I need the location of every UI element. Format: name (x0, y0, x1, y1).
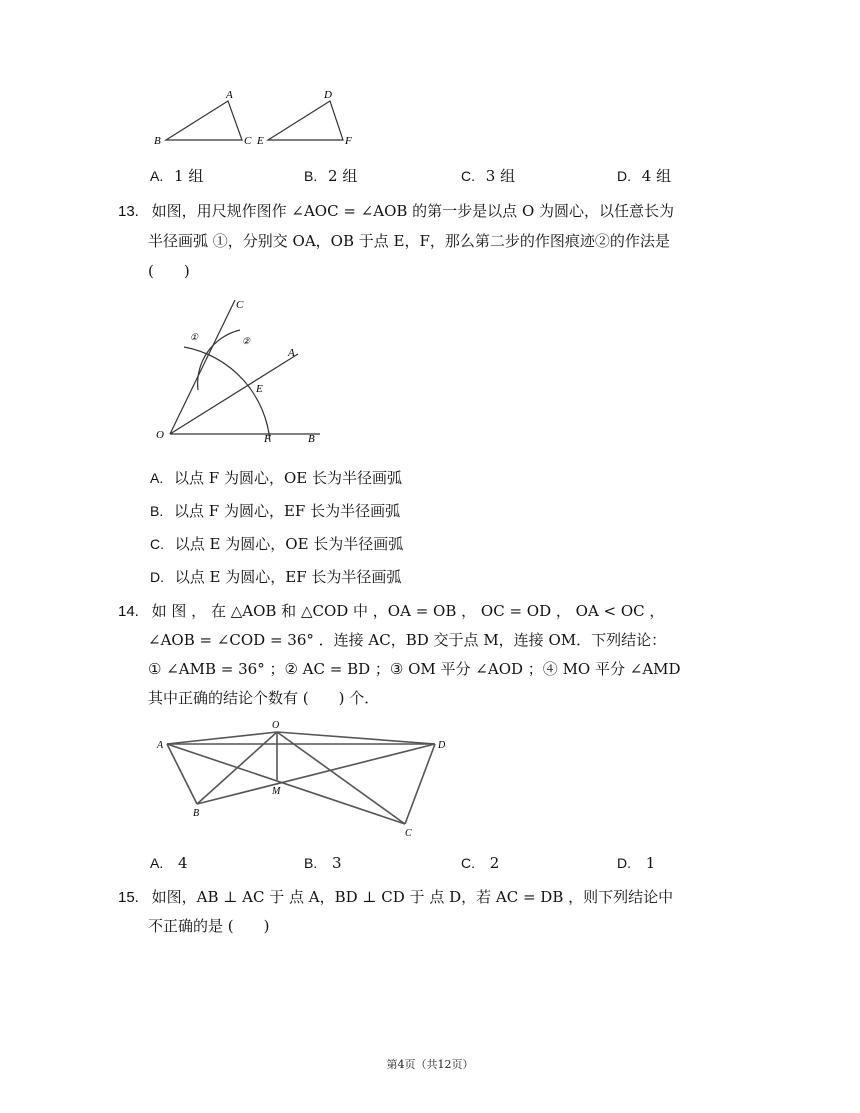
q14-option-d[interactable]: D. 1 (617, 854, 656, 872)
q14-line3: ① ∠AMB = 36° ；② AC = BD ；③ OM 平分 ∠AOD ；④ MO 平分 ∠AMD (148, 660, 681, 678)
q12-figure (148, 88, 368, 152)
q14-option-c[interactable]: C. 2 (461, 854, 500, 872)
q12-option-a[interactable]: A. 1 组 (150, 167, 204, 185)
q13-label-F: F (264, 433, 271, 445)
q13-option-a[interactable]: A. 以点 F 为圆心，OE 长为半径画弧 (150, 469, 402, 487)
fig12-label-C: C (244, 135, 252, 147)
q13-figure (150, 292, 330, 452)
q13-line1: 13. 如图，用尺规作图作 ∠AOC = ∠AOB 的第一步是以点 O 为圆心，以任意长为 (118, 202, 675, 220)
q14-label-M: M (272, 786, 281, 797)
q13-line2: 半径画弧 ①，分别交 OA，OB 于点 E，F，那么第二步的作图痕迹②的作法是 (148, 232, 670, 250)
q13-label-1: ① (190, 332, 199, 342)
q15-number: 15. (118, 889, 139, 906)
q14-label-D: D (438, 740, 446, 751)
q15-line1: 15. 如图，AB ⊥ AC 于 点 A，BD ⊥ CD 于 点 D，若 AC = DB ，则下列结论中 (118, 888, 674, 906)
q14-figure (155, 718, 455, 840)
q14-option-b[interactable]: B. 3 (304, 854, 342, 872)
q12-option-b[interactable]: B. 2 组 (304, 167, 358, 185)
q13-label-B: B (308, 433, 315, 445)
q13-number: 13. (118, 203, 139, 220)
q15-line2: 不正确的是 ( ) (148, 917, 270, 935)
page-footer: 第4页（共12页） (386, 1058, 474, 1071)
q14-number: 14. (118, 603, 139, 620)
q14-line4: 其中正确的结论个数有 ( ) 个． (148, 689, 380, 707)
q14-option-a[interactable]: A. 4 (150, 854, 188, 872)
fig12-label-D: D (324, 89, 332, 101)
fig12-label-A: A (226, 89, 233, 101)
q14-label-C: C (405, 828, 412, 839)
q12-option-c[interactable]: C. 3 组 (461, 167, 516, 185)
fig12-label-B: B (154, 135, 161, 147)
q13-label-E: E (256, 383, 263, 395)
q13-label-2: ② (242, 336, 251, 346)
q13-label-O: O (156, 429, 164, 441)
q13-label-C: C (236, 299, 244, 311)
q13-label-A: A (288, 347, 295, 359)
q13-option-d[interactable]: D. 以点 E 为圆心，EF 长为半径画弧 (150, 568, 402, 586)
fig12-label-F: F (345, 135, 352, 147)
q13-line3: ( ) (148, 262, 190, 280)
q14-label-A: A (157, 740, 164, 751)
q12-option-d[interactable]: D. 4 组 (617, 167, 672, 185)
q13-option-c[interactable]: C. 以点 E 为圆心，OE 长为半径画弧 (150, 535, 404, 553)
q14-line1: 14. 如 图 ， 在 △AOB 和 △COD 中 ，OA = OB ， OC = OD ， OA < OC ， (118, 602, 665, 620)
fig12-label-E: E (257, 135, 264, 147)
q13-option-b[interactable]: B. 以点 F 为圆心，EF 长为半径画弧 (150, 502, 401, 520)
q14-line2: ∠AOB = ∠COD = 36° ．连接 AC，BD 交于点 M，连接 OM．下列结论： (148, 631, 667, 649)
q14-label-B: B (193, 808, 200, 819)
q14-label-O: O (272, 720, 280, 731)
